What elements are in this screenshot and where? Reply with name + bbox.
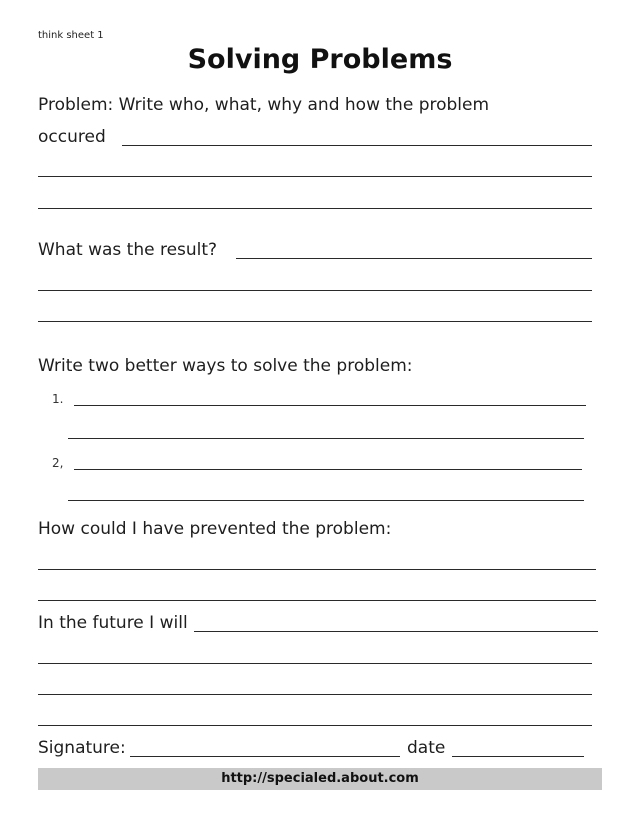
better-way-2-line-2[interactable] [68,500,584,501]
result-answer-line-2[interactable] [38,290,592,291]
problem-answer-line-2[interactable] [38,176,592,177]
result-answer-line-3[interactable] [38,321,592,322]
problem-answer-line-3[interactable] [38,208,592,209]
page-title: Solving Problems [187,44,453,75]
result-answer-line-1[interactable] [236,258,592,259]
better-way-number-1: 1. [52,392,64,406]
problem-prompt: Problem: Write who, what, why and how the problem [38,95,490,115]
future-prompt: In the future I will [38,613,188,633]
problem-answer-line-1[interactable] [122,145,592,146]
prevent-answer-line-2[interactable] [38,600,596,601]
future-answer-line-1[interactable] [194,631,598,632]
problem-continuation: occured [38,127,106,147]
future-answer-line-4[interactable] [38,725,592,726]
date-label: date [407,738,446,758]
footer-url[interactable]: http://specialed.about.com [221,771,419,786]
prevent-answer-line-1[interactable] [38,569,596,570]
date-line[interactable] [452,756,584,757]
future-answer-line-2[interactable] [38,663,592,664]
prevent-prompt: How could I have prevented the problem: [38,519,392,539]
better-way-1-line-1[interactable] [74,405,586,406]
better-ways-prompt: Write two better ways to solve the problem: [38,356,413,376]
better-way-number-2: 2, [52,456,64,470]
result-prompt: What was the result? [38,240,218,260]
signature-label: Signature: [38,738,126,758]
better-way-1-line-2[interactable] [68,438,584,439]
signature-line[interactable] [130,756,400,757]
future-answer-line-3[interactable] [38,694,592,695]
sheet-tag: think sheet 1 [38,30,104,41]
better-way-2-line-1[interactable] [74,469,582,470]
